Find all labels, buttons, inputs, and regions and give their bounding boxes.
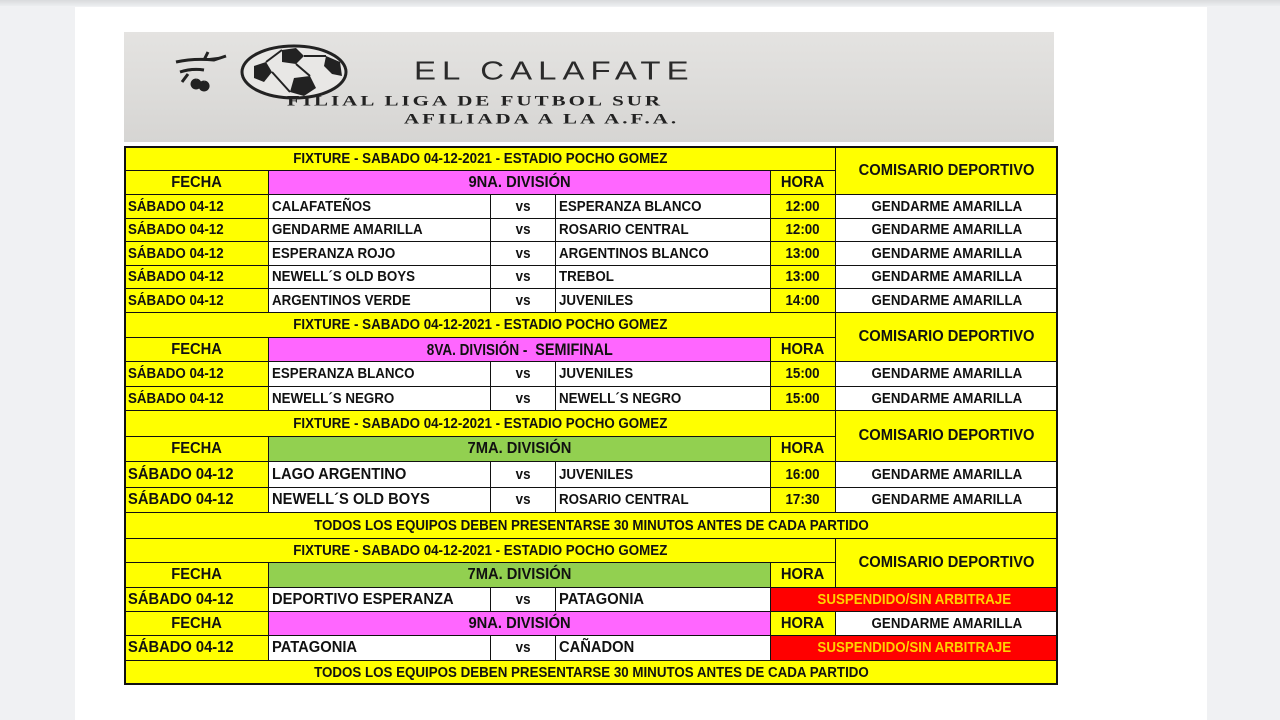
semifinal-label: SEMIFINAL xyxy=(535,339,613,359)
hora-header: HORA xyxy=(770,436,836,462)
match-date: SÁBADO 04-12 xyxy=(124,218,269,242)
vs-label: vs xyxy=(490,288,556,313)
home-team: CALAFATEÑOS xyxy=(268,194,491,219)
division-header: 8VA. DIVISIÓN -SEMIFINAL xyxy=(268,337,771,362)
home-team: NEWELL´S OLD BOYS xyxy=(268,265,491,289)
home-team: LAGO ARGENTINO xyxy=(268,461,491,488)
match-time: 15:00 xyxy=(770,386,836,411)
home-team: DEPORTIVO ESPERANZA xyxy=(268,587,491,612)
fixture-header: FIXTURE - SABADO 04-12-2021 - ESTADIO POCHO GOMEZ xyxy=(124,538,836,563)
match-time: 14:00 xyxy=(770,288,836,313)
away-team: ROSARIO CENTRAL xyxy=(555,487,771,513)
hora-header: HORA xyxy=(770,170,836,195)
suspended-status: SUSPENDIDO/SIN ARBITRAJE xyxy=(770,635,1058,661)
match-comisario: GENDARME AMARILLA xyxy=(835,241,1058,266)
match-date: SÁBADO 04-12 xyxy=(124,241,269,266)
division-header: 9NA. DIVISIÓN xyxy=(268,611,771,636)
match-comisario: GENDARME AMARILLA xyxy=(835,487,1058,513)
league-banner xyxy=(124,32,1054,142)
fecha-header: FECHA xyxy=(124,170,269,195)
viewer-top-bar xyxy=(0,0,1280,6)
match-date: SÁBADO 04-12 xyxy=(124,487,269,513)
match-date: SÁBADO 04-12 xyxy=(124,461,269,488)
away-team: ESPERANZA BLANCO xyxy=(555,194,771,219)
home-team: ESPERANZA BLANCO xyxy=(268,361,491,387)
match-time: 17:30 xyxy=(770,487,836,513)
match-time: 15:00 xyxy=(770,361,836,387)
away-team: TREBOL xyxy=(555,265,771,289)
match-time: 13:00 xyxy=(770,265,836,289)
fecha-header: FECHA xyxy=(124,436,269,462)
division-header: 7MA. DIVISIÓN xyxy=(268,562,771,588)
banner-subtitle-league: FILIAL LIGA DE FUTBOL SUR xyxy=(287,92,664,110)
match-comisario: GENDARME AMARILLA xyxy=(835,361,1058,387)
vs-label: vs xyxy=(490,218,556,242)
match-comisario: GENDARME AMARILLA xyxy=(835,194,1058,219)
match-comisario: GENDARME AMARILLA xyxy=(835,218,1058,242)
vs-label: vs xyxy=(490,241,556,266)
fecha-header: FECHA xyxy=(124,337,269,362)
match-comisario: GENDARME AMARILLA xyxy=(835,288,1058,313)
away-team: JUVENILES xyxy=(555,361,771,387)
fixture-header: FIXTURE - SABADO 04-12-2021 - ESTADIO POCHO GOMEZ xyxy=(124,312,836,338)
match-comisario: GENDARME AMARILLA xyxy=(835,461,1058,488)
hora-header: HORA xyxy=(770,562,836,588)
match-date: SÁBADO 04-12 xyxy=(124,587,269,612)
match-date: SÁBADO 04-12 xyxy=(124,194,269,219)
match-comisario: GENDARME AMARILLA xyxy=(835,386,1058,411)
match-date: SÁBADO 04-12 xyxy=(124,635,269,661)
vs-label: vs xyxy=(490,361,556,387)
comisario-header: COMISARIO DEPORTIVO xyxy=(835,410,1058,462)
match-date: SÁBADO 04-12 xyxy=(124,265,269,289)
vs-label: vs xyxy=(490,386,556,411)
away-team: ARGENTINOS BLANCO xyxy=(555,241,771,266)
home-team: ESPERANZA ROJO xyxy=(268,241,491,266)
match-time: 16:00 xyxy=(770,461,836,488)
match-date: SÁBADO 04-12 xyxy=(124,361,269,387)
home-team: NEWELL´S OLD BOYS xyxy=(268,487,491,513)
match-time: 12:00 xyxy=(770,194,836,219)
away-team: JUVENILES xyxy=(555,461,771,488)
division-header: 9NA. DIVISIÓN xyxy=(268,170,771,195)
hora-header: HORA xyxy=(770,337,836,362)
suspended-status: SUSPENDIDO/SIN ARBITRAJE xyxy=(770,587,1058,612)
match-comisario: GENDARME AMARILLA xyxy=(835,611,1058,636)
fecha-header: FECHA xyxy=(124,562,269,588)
banner-subtitle-afa: AFILIADA A LA A.F.A. xyxy=(404,110,680,128)
presentation-note: TODOS LOS EQUIPOS DEBEN PRESENTARSE 30 MINUTOS ANTES DE CADA PARTIDO xyxy=(124,512,1058,539)
comisario-header: COMISARIO DEPORTIVO xyxy=(835,146,1058,195)
away-team: JUVENILES xyxy=(555,288,771,313)
vs-label: vs xyxy=(490,265,556,289)
match-date: SÁBADO 04-12 xyxy=(124,288,269,313)
vs-label: vs xyxy=(490,487,556,513)
fixture-header: FIXTURE - SABADO 04-12-2021 - ESTADIO POCHO GOMEZ xyxy=(124,146,836,171)
vs-label: vs xyxy=(490,587,556,612)
match-comisario: GENDARME AMARILLA xyxy=(835,265,1058,289)
vs-label: vs xyxy=(490,635,556,661)
away-team: ROSARIO CENTRAL xyxy=(555,218,771,242)
away-team: NEWELL´S NEGRO xyxy=(555,386,771,411)
fecha-header: FECHA xyxy=(124,611,269,636)
home-team: NEWELL´S NEGRO xyxy=(268,386,491,411)
away-team: PATAGONIA xyxy=(555,587,771,612)
match-date: SÁBADO 04-12 xyxy=(124,386,269,411)
comisario-header: COMISARIO DEPORTIVO xyxy=(835,312,1058,362)
home-team: PATAGONIA xyxy=(268,635,491,661)
vs-label: vs xyxy=(490,461,556,488)
away-team: CAÑADON xyxy=(555,635,771,661)
comisario-header: COMISARIO DEPORTIVO xyxy=(835,538,1058,588)
division-header: 7MA. DIVISIÓN xyxy=(268,436,771,462)
vs-label: vs xyxy=(490,194,556,219)
banner-title: EL CALAFATE xyxy=(414,56,695,85)
fixture-header: FIXTURE - SABADO 04-12-2021 - ESTADIO POCHO GOMEZ xyxy=(124,410,836,437)
home-team: ARGENTINOS VERDE xyxy=(268,288,491,313)
presentation-note: TODOS LOS EQUIPOS DEBEN PRESENTARSE 30 MINUTOS ANTES DE CADA PARTIDO xyxy=(124,660,1058,685)
home-team: GENDARME AMARILLA xyxy=(268,218,491,242)
hora-header: HORA xyxy=(770,611,836,636)
match-time: 12:00 xyxy=(770,218,836,242)
match-time: 13:00 xyxy=(770,241,836,266)
